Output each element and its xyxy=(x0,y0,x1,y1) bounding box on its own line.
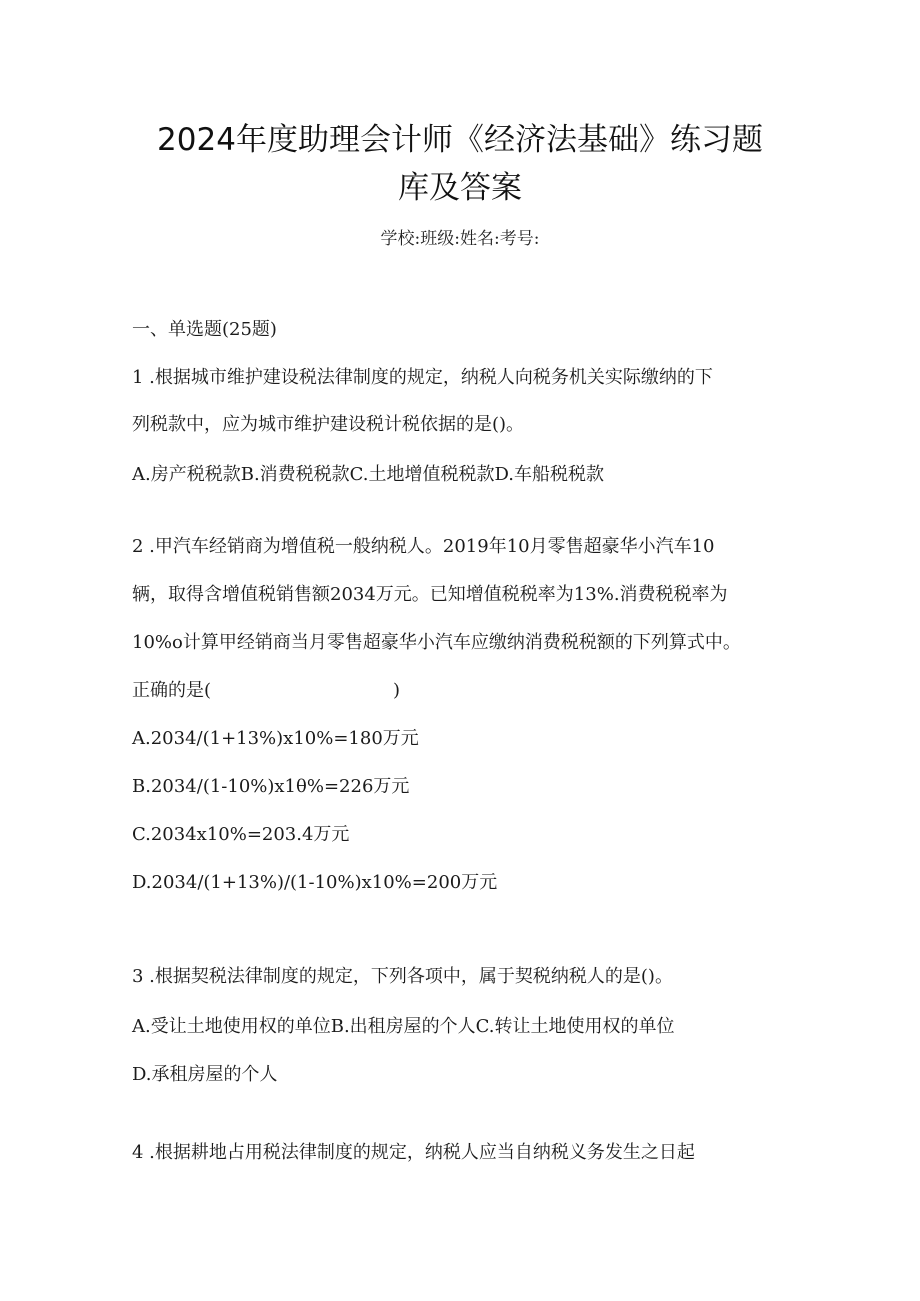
document-title-line-1: 2024年度助理会计师《经济法基础》练习题 xyxy=(157,122,763,158)
question-4-stem-line-1: 4 .根据耕地占用税法律制度的规定，纳税人应当自纳税义务发生之日起 xyxy=(132,1142,695,1163)
question-2-stem-line-1: 2 .甲汽车经销商为增值税一般纳税人。2019年10月零售超豪华小汽车10 xyxy=(132,536,715,557)
question-1-stem-line-1: 1 .根据城市维护建设税法律制度的规定，纳税人向税务机关实际缴纳的下 xyxy=(132,367,713,388)
document-title-line-2: 库及答案 xyxy=(398,170,522,206)
question-3-options-line-1: A.受让土地使用权的单位B.出租房屋的个人C.转让土地使用权的单位 xyxy=(132,1016,675,1037)
question-3-options-line-2: D.承租房屋的个人 xyxy=(132,1064,278,1085)
question-2-stem-line-3: 10%o计算甲经销商当月零售超豪华小汽车应缴纳消费税税额的下列算式中。 xyxy=(132,632,741,653)
answer-blank-open: 正确的是( xyxy=(132,680,212,701)
question-2-option-a: A.2034/(1+13%)x10%=180万元 xyxy=(132,728,419,749)
question-2-option-b: B.2034/(1-10%)x1θ%=226万元 xyxy=(132,776,410,797)
section-heading: 一、单选题(25题) xyxy=(132,319,277,340)
question-1-options: A.房产税税款B.消费税税款C.土地增值税税款D.车船税税款 xyxy=(132,464,605,485)
student-info-line: 学校:班级:姓名:考号: xyxy=(380,229,540,249)
question-3-stem-line-1: 3 .根据契税法律制度的规定，下列各项中，属于契税纳税人的是()。 xyxy=(132,966,673,987)
question-1-stem-line-2: 列税款中，应为城市维护建设税计税依据的是()。 xyxy=(132,414,525,435)
question-2-stem-tail xyxy=(132,676,400,702)
answer-blank-close: ) xyxy=(393,680,401,701)
question-2-stem-line-2: 辆，取得含增值税销售额2034万元。已知增值税税率为13%.消费税税率为 xyxy=(132,584,728,605)
question-2-option-c: C.2034x10%=203.4万元 xyxy=(132,824,350,845)
question-2-option-d: D.2034/(1+13%)/(1-10%)x10%=200万元 xyxy=(132,872,498,893)
